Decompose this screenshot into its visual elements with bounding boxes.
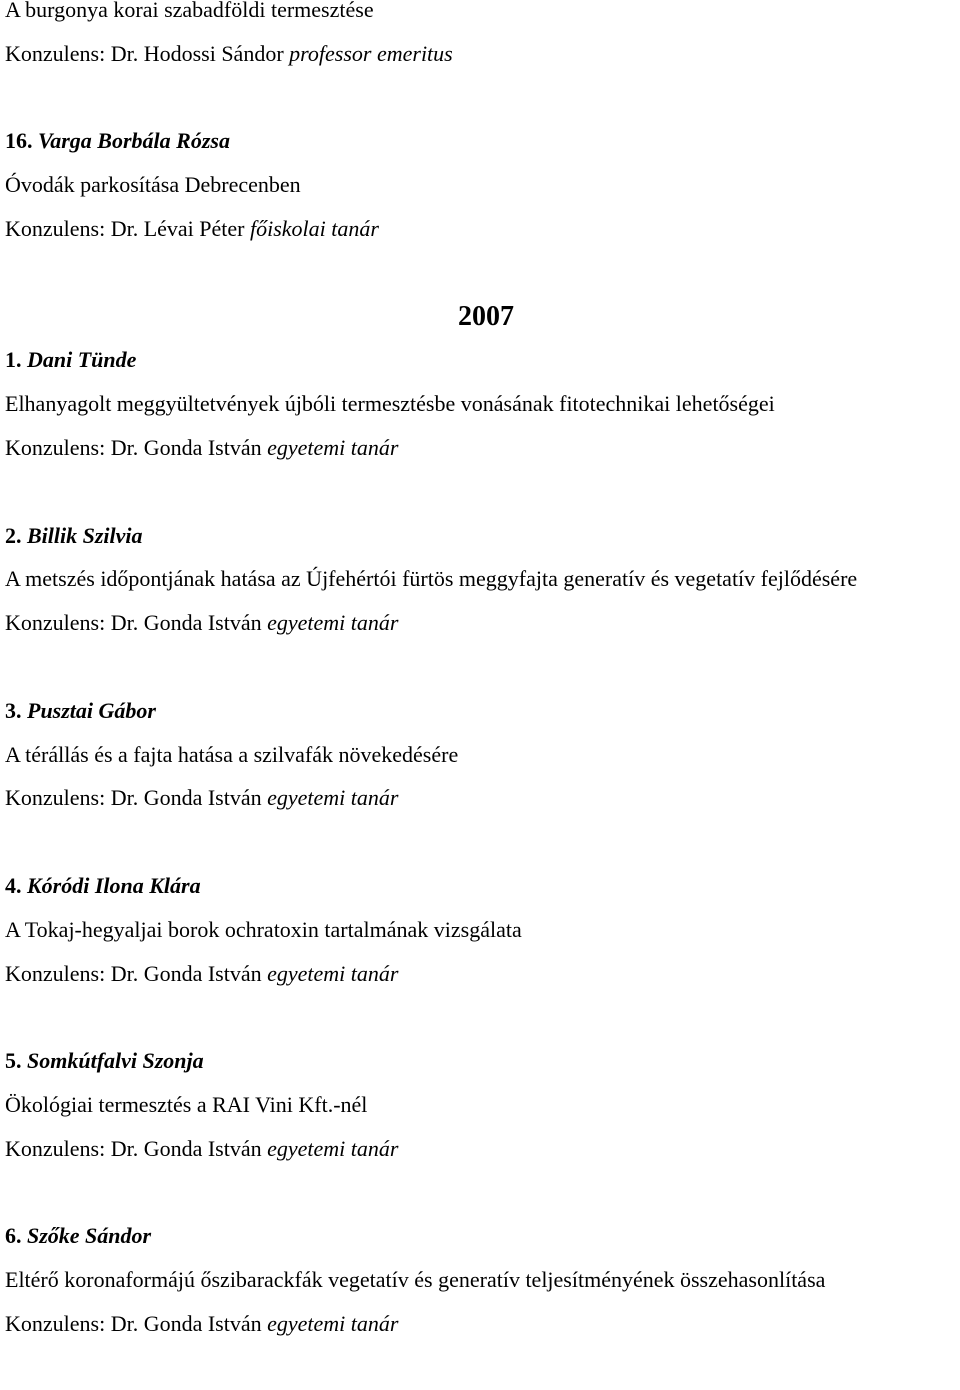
consultant-line <box>5 601 957 645</box>
student-name: Dani Tünde <box>27 347 137 373</box>
entry-number: 2. <box>5 522 22 548</box>
consultant-line <box>5 32 957 76</box>
consultant-role: egyetemi tanár <box>267 785 399 811</box>
entry-heading <box>5 689 957 733</box>
entry-heading <box>5 514 957 558</box>
entry-heading <box>5 338 957 382</box>
thesis-title: A metszés időpontjának hatása az Újfehértói fürtös meggyfajta generatív és vegetatív fejlődésére <box>5 566 858 592</box>
consultant-name: Konzulens: Dr. Gonda István <box>5 1310 262 1336</box>
student-name: Varga Borbála Rózsa <box>38 128 230 154</box>
thesis-title: Eltérő koronaformájú őszibarackfák vegetatív és generatív teljesítményének összehasonlítása <box>5 1267 826 1293</box>
consultant-role: egyetemi tanár <box>267 1310 399 1336</box>
consultant-line <box>5 207 957 251</box>
consultant-line <box>5 952 957 996</box>
entry-number: 16. <box>5 128 33 154</box>
consultant-role: egyetemi tanár <box>267 434 399 460</box>
thesis-title: Ökológiai termesztés a RAI Vini Kft.-nél <box>5 1091 368 1117</box>
consultant-line <box>5 1127 957 1171</box>
entry-heading <box>5 119 957 163</box>
consultant-role: főiskolai tanár <box>250 215 379 241</box>
thesis-title: Óvodák parkosítása Debrecenben <box>5 172 301 198</box>
consultant-name: Konzulens: Dr. Gonda István <box>5 1135 262 1161</box>
thesis-title: A burgonya korai szabadföldi termesztése <box>5 0 374 22</box>
student-name: Kóródi Ilona Klára <box>27 872 201 898</box>
entry-number: 3. <box>5 697 22 723</box>
year-heading: 2007 <box>458 300 514 332</box>
consultant-line <box>5 1302 957 1346</box>
consultant-role: professor emeritus <box>289 40 453 66</box>
entry <box>5 1039 957 1214</box>
student-name: Szőke Sándor <box>27 1223 152 1249</box>
student-name: Pusztai Gábor <box>27 697 156 723</box>
thesis-title: A térállás és a fajta hatása a szilvafák növekedésére <box>5 741 459 767</box>
consultant-name: Konzulens: Dr. Gonda István <box>5 960 262 986</box>
document <box>5 0 957 1390</box>
entry-number: 1. <box>5 347 22 373</box>
consultant-line <box>5 776 957 820</box>
consultant-name: Konzulens: Dr. Gonda István <box>5 434 262 460</box>
entry-number: 6. <box>5 1223 22 1249</box>
consultant-role: egyetemi tanár <box>267 960 399 986</box>
entry <box>5 338 957 513</box>
entry-number: 4. <box>5 872 22 898</box>
consultant-name: Konzulens: Dr. Hodossi Sándor <box>5 40 284 66</box>
entry-heading <box>5 864 957 908</box>
consultant-role: egyetemi tanár <box>267 1135 399 1161</box>
entry-heading <box>5 1214 957 1258</box>
student-name: Somkútfalvi Szonja <box>27 1048 204 1074</box>
entry <box>5 1214 957 1389</box>
entry <box>5 864 957 1039</box>
consultant-line <box>5 426 957 470</box>
consultant-name: Konzulens: Dr. Lévai Péter <box>5 215 245 241</box>
entry-heading <box>5 1039 957 1083</box>
consultant-role: egyetemi tanár <box>267 610 399 636</box>
entry <box>5 514 957 689</box>
entry <box>5 689 957 864</box>
entry-number: 5. <box>5 1048 22 1074</box>
student-name: Billik Szilvia <box>27 522 143 548</box>
thesis-title: A Tokaj-hegyaljai borok ochratoxin tartalmának vizsgálata <box>5 916 522 942</box>
consultant-name: Konzulens: Dr. Gonda István <box>5 610 262 636</box>
consultant-name: Konzulens: Dr. Gonda István <box>5 785 262 811</box>
thesis-title: Elhanyagolt meggyültetvények újbóli termesztésbe vonásának fitotechnikai lehetőségei <box>5 391 775 417</box>
